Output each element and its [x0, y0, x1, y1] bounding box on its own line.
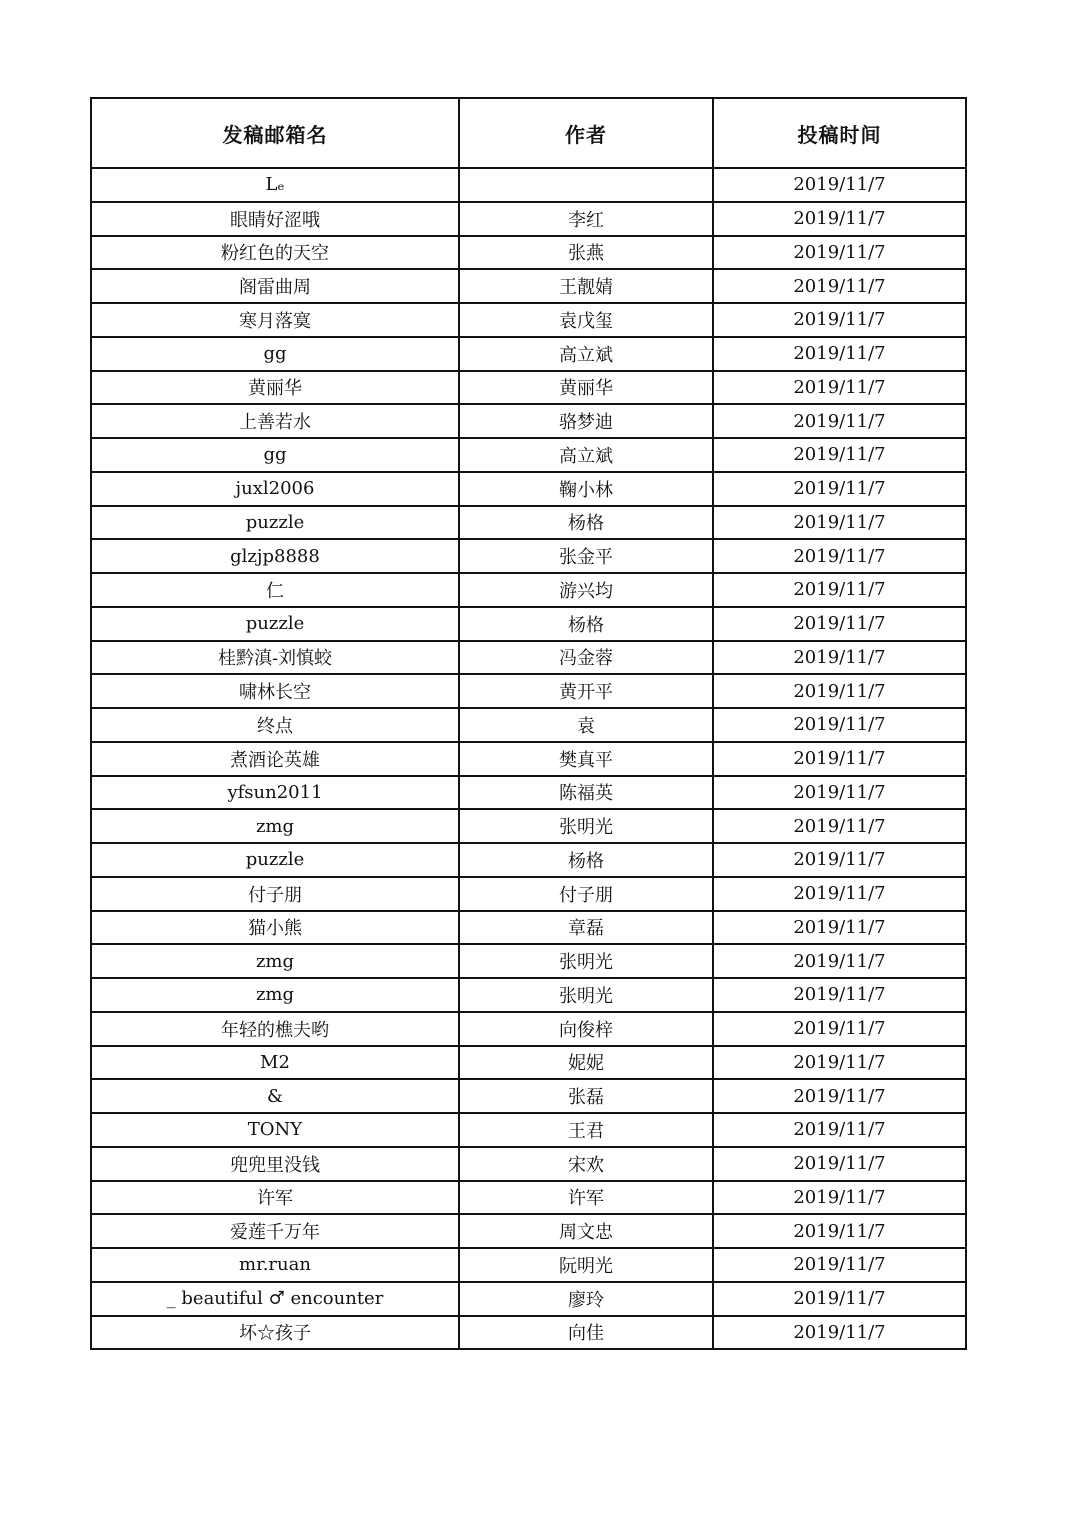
cell-author: 王靓婧	[459, 269, 713, 303]
table-row	[91, 776, 966, 810]
cell-author: 骆梦迪	[459, 404, 713, 438]
cell-mailbox: zmg	[91, 944, 459, 978]
cell-mailbox: glzjp8888	[91, 539, 459, 573]
table-row	[91, 337, 966, 371]
cell-time: 2019/11/7	[713, 539, 966, 573]
cell-time: 2019/11/7	[713, 911, 966, 945]
header-time: 投稿时间	[713, 98, 966, 168]
cell-time: 2019/11/7	[713, 303, 966, 337]
cell-author: 向俊梓	[459, 1012, 713, 1046]
cell-time: 2019/11/7	[713, 1181, 966, 1215]
cell-mailbox: 付子朋	[91, 877, 459, 911]
cell-author: 黄开平	[459, 674, 713, 708]
cell-mailbox: 许军	[91, 1181, 459, 1215]
table-row	[91, 1214, 966, 1248]
cell-mailbox: puzzle	[91, 506, 459, 540]
table-row	[91, 708, 966, 742]
cell-time: 2019/11/7	[713, 1046, 966, 1080]
cell-mailbox: puzzle	[91, 843, 459, 877]
table-row	[91, 236, 966, 270]
cell-author: 妮妮	[459, 1046, 713, 1080]
cell-time: 2019/11/7	[713, 607, 966, 641]
table-row	[91, 269, 966, 303]
cell-mailbox: Lₑ	[91, 168, 459, 202]
cell-time: 2019/11/7	[713, 877, 966, 911]
cell-author: 张明光	[459, 944, 713, 978]
cell-mailbox: mr.ruan	[91, 1248, 459, 1282]
cell-mailbox: 寒月落寞	[91, 303, 459, 337]
cell-time: 2019/11/7	[713, 1113, 966, 1147]
table-row	[91, 438, 966, 472]
cell-author: 袁戊玺	[459, 303, 713, 337]
cell-time: 2019/11/7	[713, 944, 966, 978]
cell-author: 鞠小林	[459, 472, 713, 506]
cell-author: 游兴均	[459, 573, 713, 607]
cell-author: 许军	[459, 1181, 713, 1215]
table-row	[91, 1282, 966, 1316]
cell-mailbox: 爱莲千万年	[91, 1214, 459, 1248]
table-row	[91, 168, 966, 202]
header-row	[91, 98, 966, 168]
cell-author: 付子朋	[459, 877, 713, 911]
header-author: 作者	[459, 98, 713, 168]
table-row	[91, 472, 966, 506]
cell-mailbox: 煮酒论英雄	[91, 742, 459, 776]
cell-author: 杨格	[459, 506, 713, 540]
table-row	[91, 1079, 966, 1113]
cell-mailbox: M2	[91, 1046, 459, 1080]
cell-author: 杨格	[459, 607, 713, 641]
table-row	[91, 877, 966, 911]
table-row	[91, 1147, 966, 1181]
header-mailbox: 发稿邮箱名	[91, 98, 459, 168]
table-row	[91, 843, 966, 877]
cell-mailbox: TONY	[91, 1113, 459, 1147]
cell-mailbox: 粉红色的天空	[91, 236, 459, 270]
cell-author: 张明光	[459, 809, 713, 843]
cell-mailbox: gg	[91, 337, 459, 371]
cell-time: 2019/11/7	[713, 1012, 966, 1046]
cell-time: 2019/11/7	[713, 371, 966, 405]
cell-time: 2019/11/7	[713, 472, 966, 506]
table-row	[91, 1046, 966, 1080]
cell-author: 袁	[459, 708, 713, 742]
cell-mailbox: 阁雷曲周	[91, 269, 459, 303]
table-row	[91, 539, 966, 573]
cell-time: 2019/11/7	[713, 1248, 966, 1282]
cell-mailbox: 啸林长空	[91, 674, 459, 708]
table-row	[91, 1248, 966, 1282]
cell-time: 2019/11/7	[713, 708, 966, 742]
table-row	[91, 1113, 966, 1147]
cell-mailbox: zmg	[91, 978, 459, 1012]
cell-time: 2019/11/7	[713, 1147, 966, 1181]
cell-time: 2019/11/7	[713, 742, 966, 776]
cell-time: 2019/11/7	[713, 843, 966, 877]
cell-mailbox: 上善若水	[91, 404, 459, 438]
cell-author: 章磊	[459, 911, 713, 945]
cell-author: 黄丽华	[459, 371, 713, 405]
cell-time: 2019/11/7	[713, 404, 966, 438]
table-row	[91, 404, 966, 438]
cell-author: 廖玲	[459, 1282, 713, 1316]
table-row	[91, 506, 966, 540]
cell-time: 2019/11/7	[713, 1214, 966, 1248]
cell-author: 周文忠	[459, 1214, 713, 1248]
submissions-table	[90, 97, 967, 1350]
table-row	[91, 202, 966, 236]
cell-time: 2019/11/7	[713, 236, 966, 270]
cell-mailbox: _ beautiful ♂ encounter	[91, 1282, 459, 1316]
cell-mailbox: 黄丽华	[91, 371, 459, 405]
cell-time: 2019/11/7	[713, 506, 966, 540]
cell-time: 2019/11/7	[713, 674, 966, 708]
cell-author: 宋欢	[459, 1147, 713, 1181]
cell-time: 2019/11/7	[713, 438, 966, 472]
cell-author: 高立斌	[459, 337, 713, 371]
cell-time: 2019/11/7	[713, 573, 966, 607]
table-row	[91, 1012, 966, 1046]
cell-author: 张磊	[459, 1079, 713, 1113]
cell-author: 王君	[459, 1113, 713, 1147]
cell-time: 2019/11/7	[713, 168, 966, 202]
table-row	[91, 809, 966, 843]
cell-author: 张明光	[459, 978, 713, 1012]
cell-mailbox: gg	[91, 438, 459, 472]
cell-mailbox: juxl2006	[91, 472, 459, 506]
cell-author: 向佳	[459, 1316, 713, 1350]
cell-mailbox: 年轻的樵夫哟	[91, 1012, 459, 1046]
cell-time: 2019/11/7	[713, 269, 966, 303]
table-row	[91, 674, 966, 708]
cell-time: 2019/11/7	[713, 202, 966, 236]
cell-author: 冯金蓉	[459, 641, 713, 675]
cell-mailbox: 坏☆孩子	[91, 1316, 459, 1350]
cell-mailbox: 眼睛好涩哦	[91, 202, 459, 236]
table-row	[91, 978, 966, 1012]
cell-author: 张燕	[459, 236, 713, 270]
table-row	[91, 641, 966, 675]
cell-mailbox: zmg	[91, 809, 459, 843]
cell-author: 阮明光	[459, 1248, 713, 1282]
cell-mailbox: 桂黔滇-刘慎蛟	[91, 641, 459, 675]
table-row	[91, 1181, 966, 1215]
cell-mailbox: puzzle	[91, 607, 459, 641]
cell-time: 2019/11/7	[713, 978, 966, 1012]
table-row	[91, 742, 966, 776]
table-row	[91, 944, 966, 978]
cell-author: 樊真平	[459, 742, 713, 776]
table-body	[91, 168, 966, 1349]
table-row	[91, 573, 966, 607]
table-header	[91, 98, 966, 168]
cell-mailbox: 终点	[91, 708, 459, 742]
table-row	[91, 371, 966, 405]
cell-mailbox: 仁	[91, 573, 459, 607]
table-row	[91, 911, 966, 945]
table-row	[91, 607, 966, 641]
cell-time: 2019/11/7	[713, 337, 966, 371]
cell-time: 2019/11/7	[713, 641, 966, 675]
table-row	[91, 1316, 966, 1350]
cell-author: 陈福英	[459, 776, 713, 810]
cell-time: 2019/11/7	[713, 809, 966, 843]
cell-mailbox: &	[91, 1079, 459, 1113]
table-row	[91, 303, 966, 337]
cell-mailbox: yfsun2011	[91, 776, 459, 810]
cell-time: 2019/11/7	[713, 1316, 966, 1350]
cell-author: 李红	[459, 202, 713, 236]
cell-time: 2019/11/7	[713, 776, 966, 810]
cell-author	[459, 168, 713, 202]
cell-mailbox: 猫小熊	[91, 911, 459, 945]
cell-author: 高立斌	[459, 438, 713, 472]
cell-mailbox: 兜兜里没钱	[91, 1147, 459, 1181]
cell-author: 杨格	[459, 843, 713, 877]
cell-time: 2019/11/7	[713, 1282, 966, 1316]
cell-time: 2019/11/7	[713, 1079, 966, 1113]
cell-author: 张金平	[459, 539, 713, 573]
